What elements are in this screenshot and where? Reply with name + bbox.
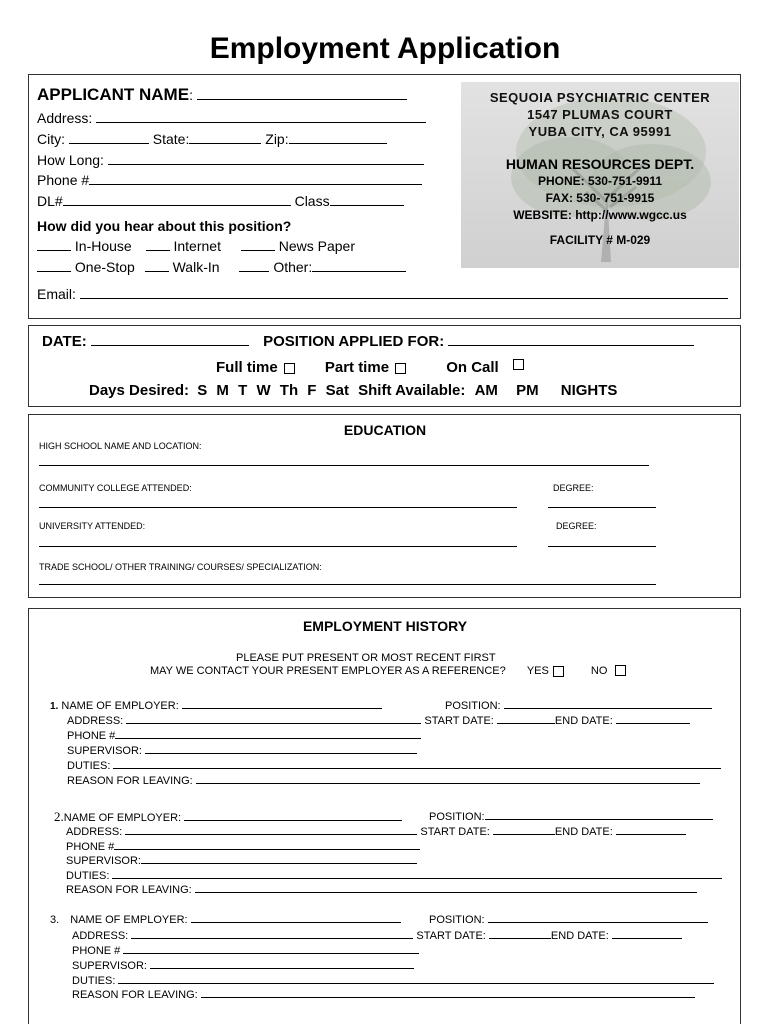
address-label: Address: [37,110,93,126]
employer-1-duties-field[interactable] [113,759,721,769]
employer-3-end-field[interactable] [612,929,682,939]
employer-3-duties-field[interactable] [118,974,714,984]
shift-pm[interactable]: PM [516,382,539,399]
employer-1-address-field[interactable] [126,714,421,724]
class-label: Class [294,193,330,209]
shift-am[interactable]: AM [474,382,498,399]
employer-2-position-label: POSITION: [429,811,485,823]
employer-2-end-label: END DATE: [554,826,613,838]
employer-2-position-field[interactable] [485,810,713,820]
employer-1-address-label: ADDRESS: [67,715,124,727]
center-logo-block [461,82,739,268]
employer-2-duties-label: DUTIES: [66,870,110,882]
employer-1-end-field[interactable] [616,714,690,724]
email-label: Email: [37,286,76,302]
dl-label: DL# [37,193,63,209]
employer-3-reason-field[interactable] [201,988,695,998]
employer-1-start-field[interactable] [497,714,555,724]
employer-3-position-field[interactable] [488,913,708,923]
days-desired-label: Days Desired: [89,382,190,399]
community-college-field[interactable] [39,498,517,508]
employer-2-start-label: START DATE: [420,826,490,838]
part-time-checkbox[interactable] [395,363,406,374]
how-long-row [37,152,424,168]
employer-1-start-label: START DATE: [424,715,494,727]
applicant-name-row [37,85,407,105]
dl-row [37,193,404,209]
employer-1-position-label: POSITION: [445,700,501,712]
address-row [37,110,426,126]
employer-3-start-field[interactable] [489,929,551,939]
history-instruction1: PLEASE PUT PRESENT OR MOST RECENT FIRST [236,652,496,664]
employer-3-phone-label: PHONE # [72,945,121,957]
in-house-blank[interactable] [37,239,71,251]
trade-school-label: TRADE SCHOOL/ OTHER TRAINING/ COURSES/ SPECIALIZATION: [39,562,322,572]
employer-2-address-field[interactable] [125,825,417,835]
degree2-field[interactable] [548,537,656,547]
shift-available-label: Shift Available: [358,382,466,399]
history-heading: EMPLOYMENT HISTORY [302,618,468,634]
employment-type-row [216,359,524,376]
hr-dept: HUMAN RESOURCES DEPT. [505,156,695,172]
shift-nights[interactable]: NIGHTS [560,382,618,399]
days-shift-row [89,382,617,399]
walk-in-label: Walk-In [172,259,220,275]
in-house-label: In-House [74,238,132,254]
employer-3-number: 3. [50,914,60,926]
employer-1-reason-field[interactable] [196,774,700,784]
phone-row [37,172,422,188]
day-th[interactable]: Th [279,382,299,399]
employer-1-position-field[interactable] [504,699,712,709]
employer-2-reason-field[interactable] [195,883,697,893]
phone-label: Phone # [37,172,90,188]
employer-3-duties-label: DUTIES: [72,975,116,987]
employer-1-name-label: NAME OF EMPLOYER: [61,700,179,712]
state-label: State: [152,131,190,147]
full-time-label: Full time [216,359,278,376]
day-f[interactable]: F [307,382,317,399]
employer-2-end-field[interactable] [616,825,686,835]
applicant-name-field[interactable] [197,88,407,100]
yes-label: YES [526,665,549,677]
dl-field[interactable] [63,194,291,206]
hear-question: How did you hear about this position? [37,218,292,234]
hear-options-row1 [37,238,355,254]
center-street: 1547 PLUMAS COURT [527,107,673,122]
city-label: City: [37,131,65,147]
university-field[interactable] [39,537,517,547]
one-stop-label: One-Stop [74,259,135,275]
employer-1-phone-field[interactable] [115,729,421,739]
high-school-field[interactable] [39,456,649,466]
other-blank[interactable] [239,260,269,272]
part-time-label: Part time [324,359,390,376]
employer-3 [50,913,730,1013]
employer-1-supervisor-field[interactable] [145,744,417,754]
employer-2-phone-field[interactable] [114,840,420,850]
day-s[interactable]: S [197,382,208,399]
employer-3-start-label: START DATE: [416,930,486,942]
employer-1-phone-label: PHONE # [67,730,116,742]
zip-field[interactable] [289,132,387,144]
community-college-label: COMMUNITY COLLEGE ATTENDED: [39,483,192,493]
newspaper-blank[interactable] [241,239,275,251]
employer-3-name-field[interactable] [191,913,401,923]
day-w[interactable]: W [256,382,271,399]
phone-field[interactable] [89,173,422,185]
employer-2-name-field[interactable] [184,811,402,821]
degree1-label: DEGREE: [553,483,594,493]
university-label: UNIVERSITY ATTENDED: [39,521,146,531]
employer-2-supervisor-field[interactable] [141,854,417,864]
day-t[interactable]: T [238,382,248,399]
city-field[interactable] [69,132,149,144]
on-call-checkbox[interactable] [513,359,524,370]
trade-school-field[interactable] [39,575,656,585]
employer-3-address-field[interactable] [131,929,413,939]
applicant-name-label: APPLICANT NAME [37,85,190,104]
employer-3-name-label: NAME OF EMPLOYER: [70,914,188,926]
newspaper-label: News Paper [278,238,356,254]
employer-2-name-label: NAME OF EMPLOYER: [63,812,182,824]
employer-3-address-label: ADDRESS: [72,930,129,942]
state-field[interactable] [189,132,261,144]
employer-1-number: 1. [50,701,59,712]
center-website: WEBSITE: http://www.wgcc.us [513,208,687,222]
employer-1 [50,699,730,799]
email-row [37,286,728,302]
employer-2-supervisor-label: SUPERVISOR: [66,855,141,867]
zip-label: Zip: [265,131,289,147]
employer-3-supervisor-label: SUPERVISOR: [72,960,147,972]
employer-2-number: 2. [54,809,64,824]
hear-options-row2 [37,259,406,275]
employer-3-reason-label: REASON FOR LEAVING: [72,989,198,1001]
internet-label: Internet [173,238,221,254]
employer-1-reason-label: REASON FOR LEAVING: [67,775,193,787]
employer-3-end-label: END DATE: [550,930,609,942]
position-applied-label: POSITION APPLIED FOR: [263,333,445,350]
center-city: YUBA CITY, CA 95991 [528,124,672,139]
employer-1-end-label: END DATE: [554,715,613,727]
employer-3-phone-field[interactable] [123,944,419,954]
applicant-name-colon: : [189,87,193,103]
page-title: Employment Application [209,32,561,65]
address-field[interactable] [96,111,426,123]
internet-blank[interactable] [146,239,170,251]
email-field[interactable] [80,287,728,299]
position-applied-field[interactable] [448,334,694,346]
employer-3-position-label: POSITION: [429,914,485,926]
reference-yes-checkbox[interactable] [553,666,564,677]
employer-2-phone-label: PHONE # [66,841,115,853]
reference-question: MAY WE CONTACT YOUR PRESENT EMPLOYER AS A REFERENCE? [150,665,506,677]
walk-in-blank[interactable] [145,260,169,272]
reference-no-checkbox[interactable] [615,665,626,676]
full-time-checkbox[interactable] [284,363,295,374]
employer-2-start-field[interactable] [493,825,555,835]
employer-2-address-label: ADDRESS: [66,826,123,838]
center-facility: FACILITY # M-029 [549,233,651,247]
employer-2-reason-label: REASON FOR LEAVING: [66,884,192,896]
employer-1-supervisor-label: SUPERVISOR: [67,745,142,757]
degree2-label: DEGREE: [556,521,597,531]
no-label: NO [590,665,608,677]
how-long-field[interactable] [108,153,424,165]
day-sat[interactable]: Sat [325,382,349,399]
how-long-label: How Long: [37,152,104,168]
on-call-label: On Call [446,359,499,376]
employer-1-name-field[interactable] [182,699,382,709]
employer-1-duties-label: DUTIES: [67,760,111,772]
other-field[interactable] [312,260,406,272]
other-label: Other: [273,259,313,275]
employer-2 [54,809,734,909]
employer-3-supervisor-field[interactable] [150,959,414,969]
degree1-field[interactable] [548,498,656,508]
employer-2-duties-field[interactable] [112,869,722,879]
one-stop-blank[interactable] [37,260,71,272]
day-m[interactable]: M [216,382,229,399]
date-row [42,333,694,350]
center-name: SEQUOIA PSYCHIATRIC CENTER [489,90,711,105]
date-label: DATE: [42,333,87,350]
city-row [37,131,387,147]
reference-row [150,665,626,677]
center-fax: FAX: 530- 751-9915 [545,191,655,205]
center-phone: PHONE: 530-751-9911 [537,174,663,188]
high-school-label: HIGH SCHOOL NAME AND LOCATION: [39,441,202,451]
education-heading: EDUCATION [343,422,427,438]
class-field[interactable] [330,194,404,206]
date-field[interactable] [91,334,249,346]
